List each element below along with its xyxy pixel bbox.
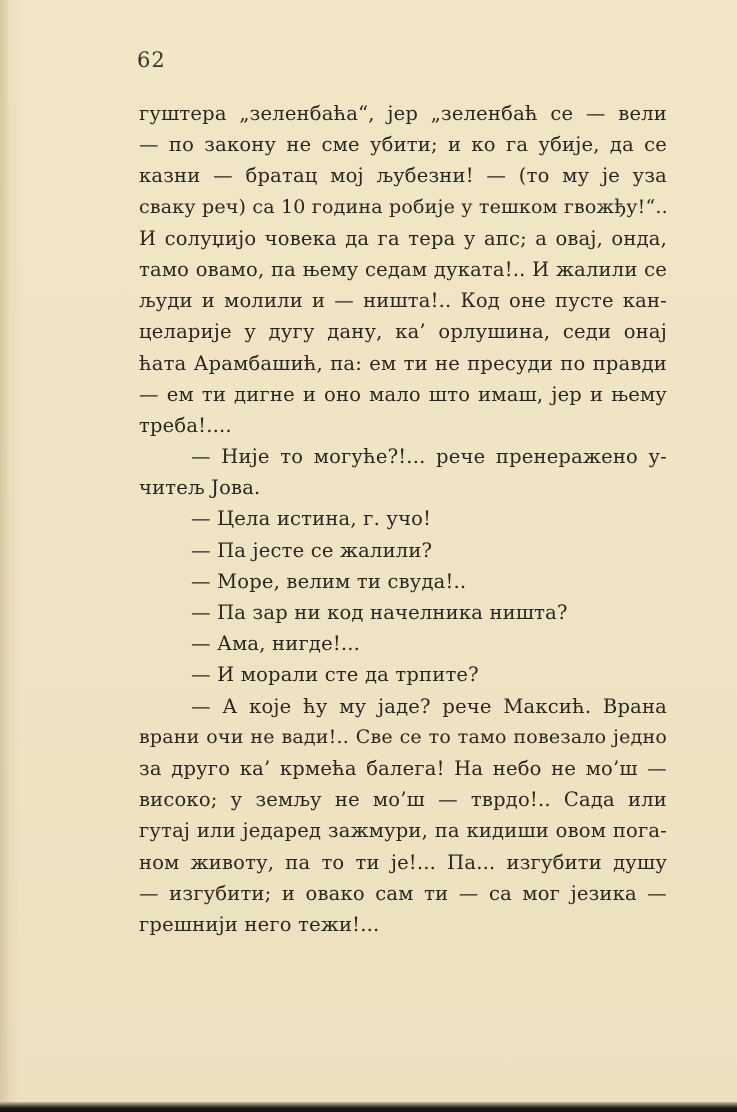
- text-line: казни — братац мој љубезни! — (то му је уза: [139, 164, 667, 188]
- page-bottom-edge: [0, 1102, 737, 1112]
- text-line: — Море, велим ти свуда!..: [191, 569, 467, 593]
- text-line: треба!....: [139, 413, 232, 437]
- text-line: — А које ћу му јаде? рече Максић. Врана: [191, 694, 667, 718]
- text-line: — Ама, нигде!...: [191, 632, 361, 656]
- text-line: гуштера „зеленбаћа“, јер „зеленбаћ се — вели: [139, 102, 667, 125]
- text-line: — Цела истина, г. учо!: [191, 507, 432, 531]
- text-line: високо; у земљу не мо’ш — тврдо!.. Сада или: [139, 788, 667, 812]
- text-line: за друго ка’ крмећа балега! На небо не мо’ш —: [139, 756, 667, 780]
- text-line: читељ Јова.: [139, 476, 261, 500]
- text-line: гутај или једаред зажмури, па кидиши овом пога-: [139, 819, 667, 843]
- text-line: тамо овамо, па њему седам дуката!.. И жалили се: [139, 257, 667, 281]
- text-line: — по закону не сме убити; и ко га убије, да се: [139, 133, 667, 157]
- text-line: — Па зар ни код начелника ништа?: [191, 601, 568, 624]
- text-line: — Па јесте се жалили?: [191, 538, 433, 562]
- text-line: И солуџијо човека да га тера у апс; а овај, онда,: [139, 226, 667, 250]
- text-line: сваку реч) са 10 година робије у тешком гвожђу!“..: [139, 195, 668, 218]
- text-line: — И морали сте да трпите?: [191, 663, 479, 687]
- page-binding-edge: [0, 0, 10, 1112]
- text-line: ћата Арамбашић, па: ем ти не пресуди по правди: [139, 351, 667, 375]
- text-line: — ем ти дигне и оно мало што имаш, јер и њему: [139, 382, 667, 406]
- text-line: — Није то могуће?!... рече пренеражено у-: [191, 445, 667, 469]
- text-line: врани очи не вади!.. Све се то тамо повезало једно: [139, 725, 667, 748]
- page-number: 62: [137, 48, 166, 72]
- text-line: грешнији него тежи!...: [139, 912, 380, 936]
- text-line: целарије у дугу дану, ка’ орлушина, седи онај: [139, 320, 667, 344]
- text-line: људи и молили и — ништа!.. Код оне пусте кан-: [139, 289, 667, 313]
- text-line: — изгубити; и овако сам ти — са мог језика —: [139, 881, 667, 905]
- text-line: ном животу, па то ти је!... Па... изгубити душу: [139, 850, 667, 874]
- body-text: [139, 98, 667, 940]
